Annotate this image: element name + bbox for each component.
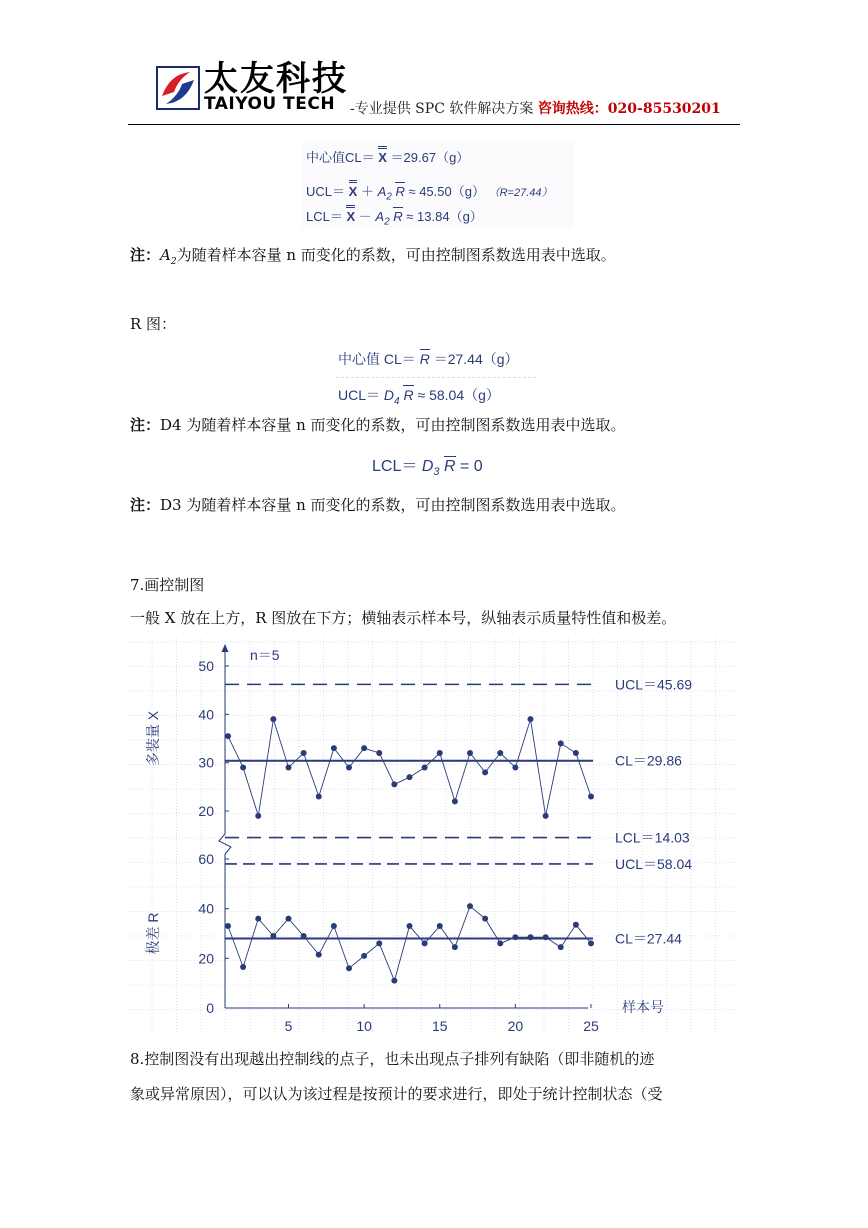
xbar-cl-label: 中心值CL＝	[306, 150, 375, 165]
data-point	[391, 781, 397, 787]
r-ucl-value: ≈ 58.04（g）	[417, 387, 500, 403]
xbar-ucl-formula	[306, 180, 553, 203]
x-tick-label: 5	[284, 1018, 293, 1034]
r-ucl-d-sub: 4	[394, 395, 400, 407]
y-axis-label: 多装量 X	[145, 710, 161, 767]
data-point	[361, 745, 367, 751]
data-point	[558, 740, 564, 746]
y-tick-label: 20	[198, 803, 214, 819]
note-d4	[130, 418, 626, 433]
data-point	[558, 944, 564, 950]
control-line-label: CL＝27.44	[615, 930, 682, 947]
r-ucl-r: R	[403, 387, 414, 403]
xbar-cl-symbol: X	[378, 146, 387, 164]
control-line-label: UCL＝45.69	[615, 676, 693, 693]
data-point	[482, 916, 488, 922]
brand-name-cn: 太友科技	[204, 59, 348, 99]
data-point	[512, 934, 518, 940]
data-point	[240, 964, 246, 970]
series-line	[228, 906, 591, 981]
data-point	[437, 750, 443, 756]
data-point	[225, 923, 231, 929]
r-lcl-r: R	[443, 458, 456, 475]
data-point	[255, 813, 261, 819]
data-point	[543, 813, 549, 819]
data-point	[331, 923, 337, 929]
y-tick-label: 20	[198, 950, 214, 967]
r-formula-separator	[336, 377, 536, 378]
taiyou-logo-mark	[156, 66, 200, 110]
xbar-ucl-a: A	[377, 184, 387, 199]
data-point	[467, 903, 473, 909]
data-point	[270, 716, 276, 722]
data-point	[407, 923, 413, 929]
data-point	[497, 940, 503, 946]
series-line	[228, 719, 591, 816]
sample-size-annotation: n＝5	[250, 647, 280, 663]
brand-name-en: TAIYOU TECH	[204, 94, 336, 114]
data-point	[346, 965, 352, 971]
y-tick-label: 50	[198, 658, 214, 674]
xbar-lcl-r: R	[393, 209, 403, 224]
header-tagline	[350, 102, 721, 116]
note-a2-prefix: 注：	[130, 246, 161, 264]
data-point	[270, 933, 276, 939]
data-point	[331, 745, 337, 751]
xbar-lcl-label: LCL＝	[306, 209, 343, 224]
data-point	[528, 716, 534, 722]
data-point	[422, 765, 428, 771]
note-d3-text: D3 为随着样本容量 n 而变化的系数，可由控制图系数选用表中选取。	[160, 496, 626, 514]
y-tick-label: 60	[198, 851, 214, 867]
data-point	[361, 953, 367, 959]
data-point	[573, 750, 579, 756]
xbar-lcl-a: A	[375, 209, 385, 224]
note-d4-text: D4 为随着样本容量 n 而变化的系数，可由控制图系数选用表中选取。	[160, 416, 626, 434]
section7-title: 7.画控制图	[130, 576, 205, 594]
spc-control-chart	[128, 638, 740, 1034]
header-divider	[128, 124, 740, 125]
data-point	[240, 765, 246, 771]
data-point	[346, 765, 352, 771]
data-point	[588, 794, 594, 800]
note-d3-prefix: 注：	[130, 496, 161, 514]
x-tick-label: 10	[356, 1018, 372, 1034]
note-a2-var: A	[160, 246, 171, 264]
data-point	[452, 944, 458, 950]
chart-labels	[145, 647, 692, 1034]
section8-line2: 象或异常原因），可以认为该过程是按预计的要求进行，即处于统计控制状态（受	[130, 1085, 663, 1103]
xbar-ucl-plus: ＋	[360, 184, 374, 199]
data-point	[301, 750, 307, 756]
data-point	[573, 922, 579, 928]
data-point	[422, 940, 428, 946]
r-lcl-d-sub: 3	[433, 466, 440, 479]
data-point	[286, 765, 292, 771]
data-point	[255, 916, 261, 922]
data-point	[376, 750, 382, 756]
data-point	[497, 750, 503, 756]
data-point	[316, 952, 322, 958]
r-cl-value: ＝27.44（g）	[433, 351, 519, 367]
xbar-ucl-symbol: X	[349, 180, 358, 198]
y-tick-label: 30	[198, 754, 214, 771]
data-point	[588, 940, 594, 946]
data-point	[452, 798, 458, 804]
xbar-cl-formula	[306, 146, 469, 164]
r-ucl-d: D	[383, 387, 395, 403]
data-point	[316, 794, 322, 800]
section8-line1: 8.控制图没有出现越出控制线的点子，也未出现点子排列有缺陷（即非随机的迹	[130, 1050, 655, 1068]
r-cl-label: 中心值 CL＝	[338, 351, 416, 367]
taiyou-logo	[156, 66, 200, 110]
r-chart-heading: R 图：	[130, 315, 177, 333]
xbar-ucl-note: （R=27.44）	[488, 187, 553, 199]
note-a2-sub: 2	[170, 257, 177, 267]
note-a2-text: 为随着样本容量 n 而变化的系数，可由控制图系数选用表中选取。	[176, 246, 616, 264]
data-point	[512, 765, 518, 771]
r-cl-formula	[338, 349, 519, 366]
xbar-lcl-value: ≈ 13.84（g）	[406, 209, 483, 224]
x-tick-label: 15	[431, 1018, 448, 1034]
data-point	[301, 933, 307, 939]
y-axis-arrow	[222, 644, 229, 652]
y-tick-label: 40	[198, 900, 214, 917]
r-lcl-d: D	[421, 458, 434, 475]
tagline-text: -专业提供 SPC 软件解决方案	[350, 101, 534, 117]
r-ucl-label: UCL＝	[338, 387, 381, 403]
data-point	[225, 733, 231, 739]
xbar-lcl-symbol: X	[346, 205, 355, 223]
data-point	[286, 916, 292, 922]
r-lcl-value: = 0	[459, 458, 483, 475]
data-point	[407, 774, 413, 780]
x-axis-label: 样本号	[622, 999, 664, 1015]
r-cl-symbol: R	[419, 351, 430, 367]
xbar-ucl-r: R	[395, 184, 405, 199]
note-a2	[130, 248, 616, 267]
data-point	[482, 769, 488, 775]
data-point	[543, 934, 549, 940]
r-ucl-formula	[338, 385, 500, 407]
hotline-text: 咨询热线：020-85530201	[537, 101, 721, 117]
y-tick-label: 0	[206, 1000, 214, 1016]
x-tick-label: 25	[583, 1018, 599, 1034]
y-tick-label: 40	[198, 706, 214, 723]
control-line-label: CL＝29.86	[615, 752, 682, 769]
note-d3	[130, 498, 626, 513]
note-d4-prefix: 注：	[130, 416, 161, 434]
xbar-lcl-minus: －	[358, 209, 372, 224]
r-lcl-label: LCL＝	[372, 458, 418, 475]
data-series	[225, 716, 594, 984]
control-line-label: UCL＝58.04	[615, 855, 693, 872]
xbar-lcl-formula	[306, 205, 483, 228]
xbar-cl-value: ＝29.67（g）	[390, 150, 470, 165]
x-tick-label: 20	[507, 1018, 524, 1034]
control-line-label: LCL＝14.03	[615, 829, 690, 846]
y-axis-label: 极差 R	[145, 912, 161, 955]
data-point	[437, 923, 443, 929]
r-lcl-formula	[372, 456, 483, 478]
control-lines	[225, 666, 593, 1008]
xbar-lcl-a-sub: 2	[384, 216, 390, 228]
data-point	[528, 934, 534, 940]
data-point	[391, 978, 397, 984]
data-point	[376, 940, 382, 946]
xbar-ucl-value: ≈ 45.50（g）	[408, 184, 485, 199]
xbar-ucl-a-sub: 2	[386, 191, 392, 203]
data-point	[467, 750, 473, 756]
xbar-ucl-label: UCL＝	[306, 184, 346, 199]
section7-description: 一般 X 放在上方，R 图放在下方；横轴表示样本号，纵轴表示质量特性值和极差。	[130, 609, 677, 627]
